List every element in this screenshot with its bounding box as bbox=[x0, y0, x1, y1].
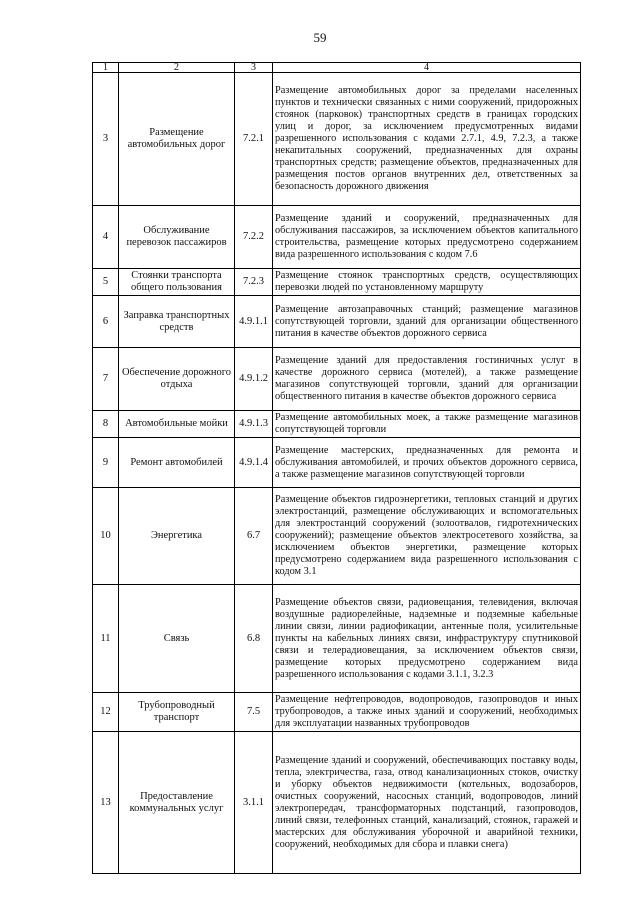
table-row bbox=[93, 73, 581, 206]
row-number: 9 bbox=[93, 438, 119, 488]
row-use-code: 4.9.1.4 bbox=[235, 438, 273, 488]
row-use-code: 7.2.1 bbox=[235, 73, 273, 206]
row-use-code: 4.9.1.2 bbox=[235, 348, 273, 411]
row-use-name: Энергетика bbox=[119, 488, 235, 585]
table-row bbox=[93, 585, 581, 693]
row-description: Размещение автозаправочных станций; размещение магазинов сопутствующей торговли, зданий для организации общественного питания в качестве объектов дорожного сервиса bbox=[273, 296, 581, 348]
row-description: Размещение стоянок транспортных средств, осуществляющих перевозки людей по установленному маршруту bbox=[273, 269, 581, 296]
row-number: 12 bbox=[93, 693, 119, 732]
row-description: Размещение автомобильных дорог за пределами населенных пунктов и технически связанных с ними сооружений, придорожных стоянок (парковок) транспортных средств в границах городских улиц и дорог, за исключением предусмотренных видами разрешенного использования с кодами 2.7.1, 4.9, 7.2.3, а также некапитальных сооружений, предназначенных для охраны транспортных средств; размещение объектов, предназначенных для размещения постов органов внутренних дел, ответственных за безопасность дорожного движения bbox=[273, 73, 581, 206]
row-description: Размещение объектов связи, радиовещания, телевидения, включая воздушные радиорелейные, надземные и подземные кабельные линии связи, линии радиофикации, антенные поля, усилительные пункты на кабельных линиях связи, инфраструктуру спутниковой связи и телерадиовещания, за исключением объектов связи, размещение которых предусмотрено содержанием вида разрешенного использования с кодами 3.1.1, 3.2.3 bbox=[273, 585, 581, 693]
row-number: 8 bbox=[93, 411, 119, 438]
row-number: 13 bbox=[93, 732, 119, 874]
row-use-name: Обеспечение дорожного отдыха bbox=[119, 348, 235, 411]
row-description: Размещение зданий для предоставления гостиничных услуг в качестве дорожного сервиса (мотелей), а также размещение магазинов сопутствующей торговли, зданий для организации общественного питания в качестве объектов дорожного сервиса bbox=[273, 348, 581, 411]
row-number: 7 bbox=[93, 348, 119, 411]
row-use-name: Трубопроводный транспорт bbox=[119, 693, 235, 732]
row-use-code: 7.2.2 bbox=[235, 206, 273, 269]
row-number: 5 bbox=[93, 269, 119, 296]
row-description: Размещение автомобильных моек, а также размещение магазинов сопутствующей торговли bbox=[273, 411, 581, 438]
land-use-table bbox=[92, 62, 581, 874]
table-row bbox=[93, 488, 581, 585]
page-number: 59 bbox=[313, 30, 327, 45]
row-use-name: Стоянки транспорта общего пользования bbox=[119, 269, 235, 296]
row-description: Размещение зданий и сооружений, предназначенных для обслуживания пассажиров, за исключением объектов капитального строительства, размещение которых предусмотрено содержанием вида разрешенного использования с кодом 7.6 bbox=[273, 206, 581, 269]
row-number: 11 bbox=[93, 585, 119, 693]
row-use-code: 7.2.3 bbox=[235, 269, 273, 296]
table-row bbox=[93, 348, 581, 411]
row-number: 6 bbox=[93, 296, 119, 348]
header-col-2: 2 bbox=[119, 63, 235, 73]
row-use-code: 4.9.1.3 bbox=[235, 411, 273, 438]
row-description: Размещение нефтепроводов, водопроводов, газопроводов и иных трубопроводов, а также иных зданий и сооружений, необходимых для эксплуатации названных трубопроводов bbox=[273, 693, 581, 732]
row-use-code: 6.8 bbox=[235, 585, 273, 693]
row-use-name: Размещение автомобильных дорог bbox=[119, 73, 235, 206]
row-number: 4 bbox=[93, 206, 119, 269]
row-number: 3 bbox=[93, 73, 119, 206]
row-use-name: Заправка транспортных средств bbox=[119, 296, 235, 348]
row-use-code: 6.7 bbox=[235, 488, 273, 585]
table-row bbox=[93, 693, 581, 732]
table-row bbox=[93, 438, 581, 488]
row-use-code: 4.9.1.1 bbox=[235, 296, 273, 348]
row-use-name: Обслуживание перевозок пассажиров bbox=[119, 206, 235, 269]
table-row bbox=[93, 269, 581, 296]
table-header-row bbox=[93, 63, 581, 73]
table-row bbox=[93, 206, 581, 269]
table-row bbox=[93, 732, 581, 874]
row-use-name: Автомобильные мойки bbox=[119, 411, 235, 438]
header-col-4: 4 bbox=[273, 63, 581, 73]
row-description: Размещение мастерских, предназначенных для ремонта и обслуживания автомобилей, и прочих объектов дорожного сервиса, а также размещение магазинов сопутствующей торговли bbox=[273, 438, 581, 488]
row-description: Размещение объектов гидроэнергетики, тепловых станций и других электростанций, размещение обслуживающих и вспомогательных для электростанций сооружений (золоотвалов, гидротехнических сооружений); размещение объектов электросетевого хозяйства, за исключением объектов энергетики, размещение которых предусмотрено содержанием вида разрешенного использования с кодом 3.1 bbox=[273, 488, 581, 585]
row-use-name: Предоставление коммунальных услуг bbox=[119, 732, 235, 874]
row-use-code: 3.1.1 bbox=[235, 732, 273, 874]
table-row bbox=[93, 296, 581, 348]
row-number: 10 bbox=[93, 488, 119, 585]
header-col-3: 3 bbox=[235, 63, 273, 73]
row-use-name: Связь bbox=[119, 585, 235, 693]
header-col-1: 1 bbox=[93, 63, 119, 73]
row-use-name: Ремонт автомобилей bbox=[119, 438, 235, 488]
row-description: Размещение зданий и сооружений, обеспечивающих поставку воды, тепла, электричества, газа, отвод канализационных стоков, очистку и уборку объектов недвижимости (котельных, водозаборов, очистных сооружений, насосных станций, водопроводов, линий электропередач, трансформаторных подстанций, газопроводов, линий связи, телефонных станций, канализаций, стоянок, гаражей и мастерских для обслуживания уборочной и аварийной техники, сооружений, необходимых для сбора и плавки снега) bbox=[273, 732, 581, 874]
table-row bbox=[93, 411, 581, 438]
row-use-code: 7.5 bbox=[235, 693, 273, 732]
